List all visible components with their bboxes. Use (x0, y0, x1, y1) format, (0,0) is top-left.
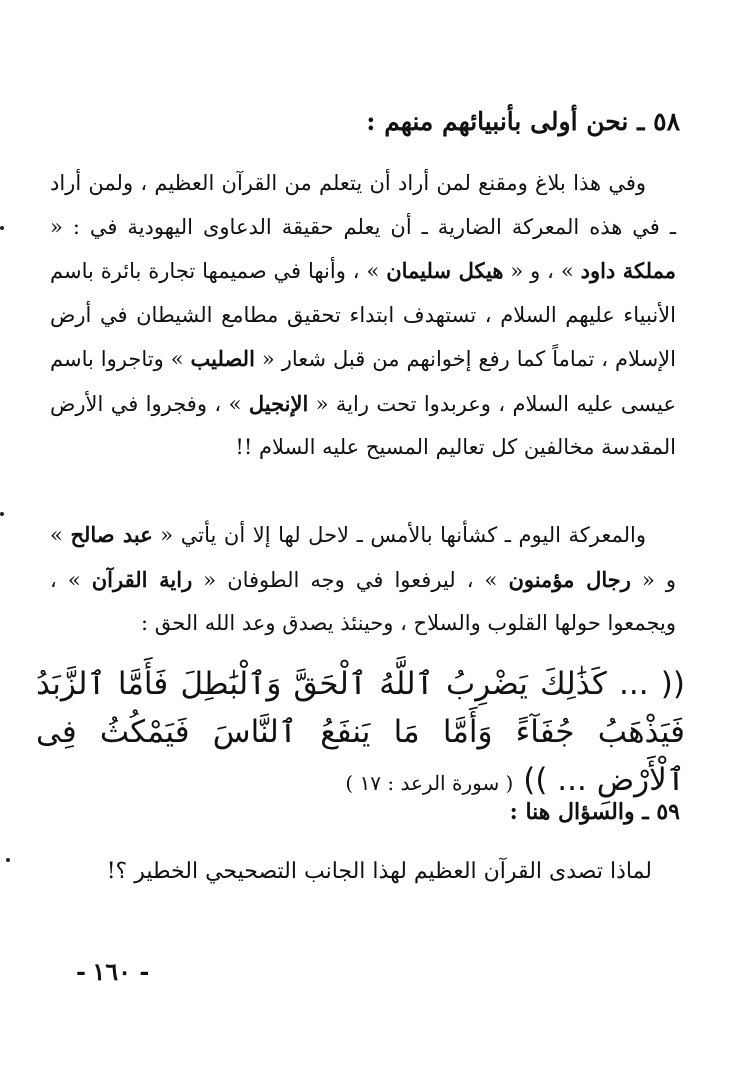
text-run: والمعركة اليوم ـ كشأنها بالأمس ـ لاحل لها إلا أن يأتي « (152, 523, 646, 547)
text-run: » ، وفجروا في الأرض المقدسة مخالفين كل تعاليم المسيح عليه السلام !! (50, 391, 676, 459)
text-run: » ، ليرفعوا في وجه الطوفان « (192, 567, 509, 592)
scan-speck (0, 512, 4, 516)
text-run: وفي هذا بلاغ ومقنع لمن أراد أن يتعلم من القرآن العظيم ، ولمن أراد ـ في هذه المعركة الضارية ـ أن يعلم حقيقة الدعاوى اليهودية في : « (50, 171, 676, 239)
quran-verse (36, 660, 685, 807)
verse-reference: ( سورة الرعد : ١٧ ) (345, 771, 514, 795)
bold-term: راية القرآن (91, 566, 193, 592)
page-number: - ١٦٠ - (76, 957, 150, 986)
text-run: » ، وأنها في صميمها تجارة بائرة باسم الأنبياء عليهم السلام ، تستهدف ابتداء تحقيق مطامع الشيطان في أرض الإسلام ، تماماً كما رفع إخوانهم من قبل شعار « (50, 259, 676, 371)
bold-term: عبد صالح (70, 522, 153, 547)
page-number-value: ١٦٠ (92, 957, 132, 986)
text-run: » وتاجروا باسم عيسى عليه السلام ، وعربدوا تحت راية « (50, 347, 677, 416)
verse-text: (( ... كَذَٰلِكَ يَضْرِبُ ٱللَّهُ ٱلْحَقَّ وَٱلْبَٰطِلَ فَأَمَّا ٱلزَّبَدُ فَيَذْهَبُ جُفَآءً وَأَمَّا مَا يَنفَعُ ٱلنَّاسَ فَيَمْكُثُ فِى ٱلْأَرْضِ ... )) (36, 666, 685, 798)
section-heading: ٥٨ ـ نحن أولى بأنبيائهم منهم : (366, 107, 680, 136)
text-run: » ، و « (503, 259, 581, 283)
scan-speck (0, 226, 4, 230)
text-run: » و « (50, 523, 676, 592)
paragraph-2 (50, 513, 676, 646)
bold-term: رجال مؤمنون (508, 566, 631, 592)
bold-term: مملكة داود (580, 258, 677, 283)
text-run: » ، ويجمعوا حولها القلوب والسلاح ، وحينئذ يصدق وعد الله الحق : (50, 567, 676, 635)
question-text: لماذا تصدى القرآن العظيم لهذا الجانب التصحيحي الخطير ؟! (106, 859, 652, 884)
scan-speck (6, 858, 10, 862)
bold-term: الإنجيل (248, 390, 309, 416)
bold-term: هيكل سليمان (386, 258, 504, 283)
bold-term: الصليب (190, 346, 255, 371)
sub-heading: ٥٩ ـ والسؤال هنا : (509, 799, 680, 825)
paragraph-1 (50, 162, 676, 470)
